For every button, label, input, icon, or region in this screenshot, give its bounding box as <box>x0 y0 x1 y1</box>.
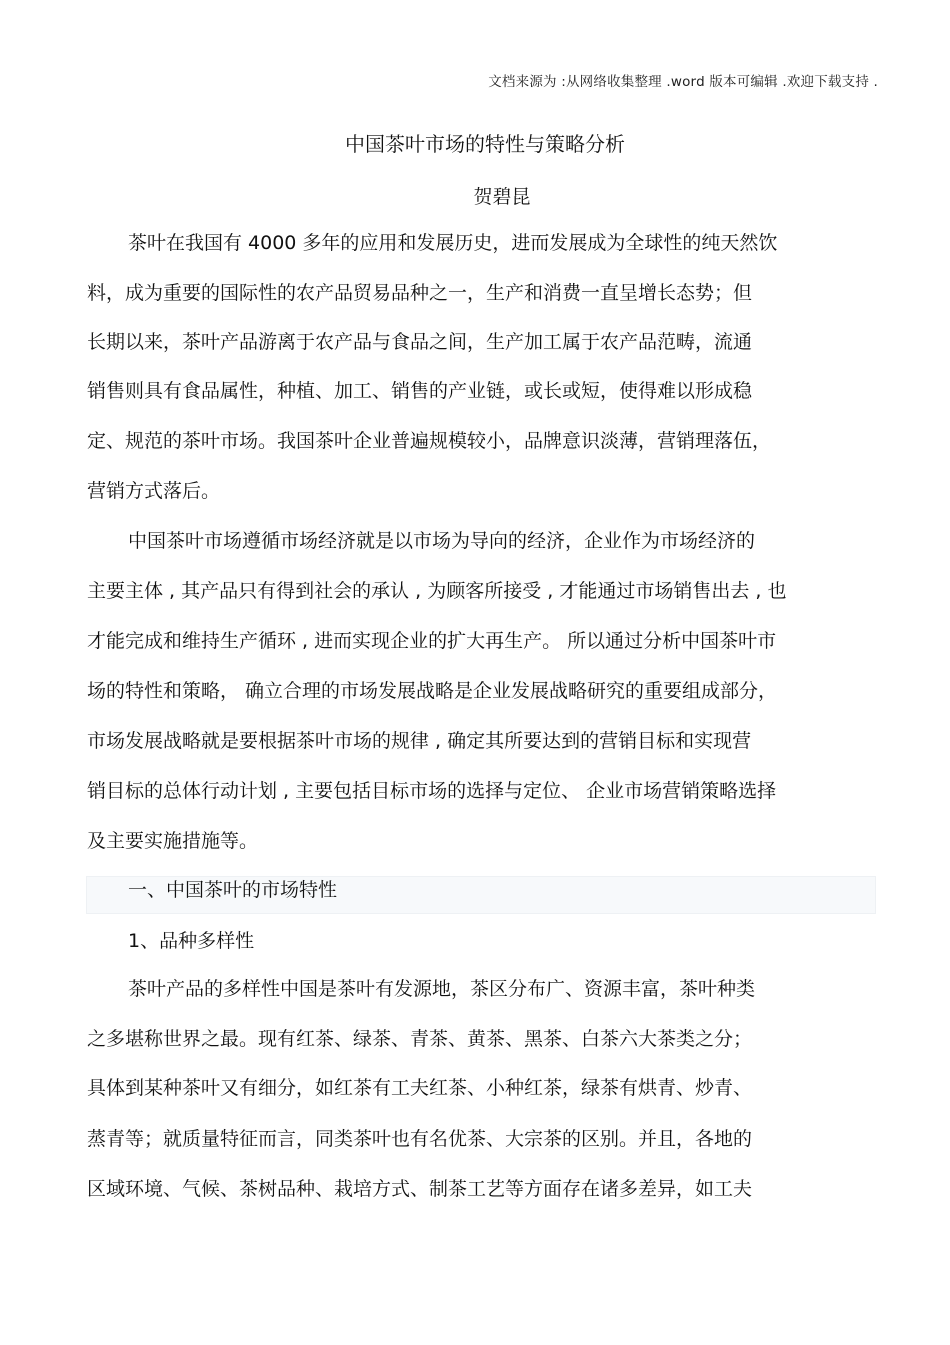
paragraph-line: 才能完成和维持生产循环 , 进而实现企业的扩大再生产。 所以通过分析中国茶叶市 <box>87 630 777 652</box>
source-note: 文档来源为 :从网络收集整理 .word 版本可编辑 .欢迎下载支持 . <box>488 74 878 90</box>
paragraph-line: 场的特性和策略， 确立合理的市场发展战略是企业发展战略研究的重要组成部分， <box>87 680 778 702</box>
paragraph-line: 料，成为重要的国际性的农产品贸易品种之一，生产和消费一直呈增长态势；但 <box>87 282 753 304</box>
document-author: 贺碧昆 <box>473 186 531 208</box>
paragraph-line: 具体到某种茶叶又有细分，如红茶有工夫红茶、小种红茶，绿茶有烘青、炒青、 <box>87 1077 753 1099</box>
paragraph-line: 主要主体 , 其产品只有得到社会的承认 , 为顾客所接受 , 才能通过市场销售出去 , 也 <box>87 580 787 602</box>
paragraph-line: 销目标的总体行动计划 , 主要包括目标市场的选择与定位、 企业市场营销策略选择 <box>87 780 777 802</box>
subsection-heading: 1、品种多样性 <box>128 930 255 952</box>
paragraph-line: 及主要实施措施等。 <box>87 830 259 852</box>
section-heading: 一、中国茶叶的市场特性 <box>128 879 338 901</box>
paragraph-line: 区域环境、气候、茶树品种、栽培方式、制茶工艺等方面存在诸多差异，如工夫 <box>87 1178 753 1200</box>
paragraph-line: 茶叶产品的多样性中国是茶叶有发源地，茶区分布广、资源丰富，茶叶种类 <box>128 978 756 1000</box>
paragraph-line: 中国茶叶市场遵循市场经济就是以市场为导向的经济，企业作为市场经济的 <box>128 530 756 552</box>
paragraph-line: 销售则具有食品属性，种植、加工、销售的产业链，或长或短，使得难以形成稳 <box>87 380 753 402</box>
paragraph-line: 蒸青等；就质量特征而言，同类茶叶也有名优茶、大宗茶的区别。并且，各地的 <box>87 1128 753 1150</box>
paragraph-line: 市场发展战略就是要根据茶叶市场的规律 , 确定其所要达到的营销目标和实现营 <box>87 730 752 752</box>
paragraph-line: 长期以来，茶叶产品游离于农产品与食品之间，生产加工属于农产品范畴，流通 <box>87 331 753 353</box>
paragraph-line: 茶叶在我国有 4000 多年的应用和发展历史，进而发展成为全球性的纯天然饮 <box>128 232 778 254</box>
paragraph-line: 定、规范的茶叶市场。我国茶叶企业普遍规模较小，品牌意识淡薄，营销理落伍， <box>87 430 772 452</box>
paragraph-line: 之多堪称世界之最。现有红茶、绿茶、青茶、黄茶、黑茶、白茶六大茶类之分； <box>87 1028 753 1050</box>
paragraph-line: 营销方式落后。 <box>87 480 221 502</box>
document-title: 中国茶叶市场的特性与策略分析 <box>345 132 625 156</box>
